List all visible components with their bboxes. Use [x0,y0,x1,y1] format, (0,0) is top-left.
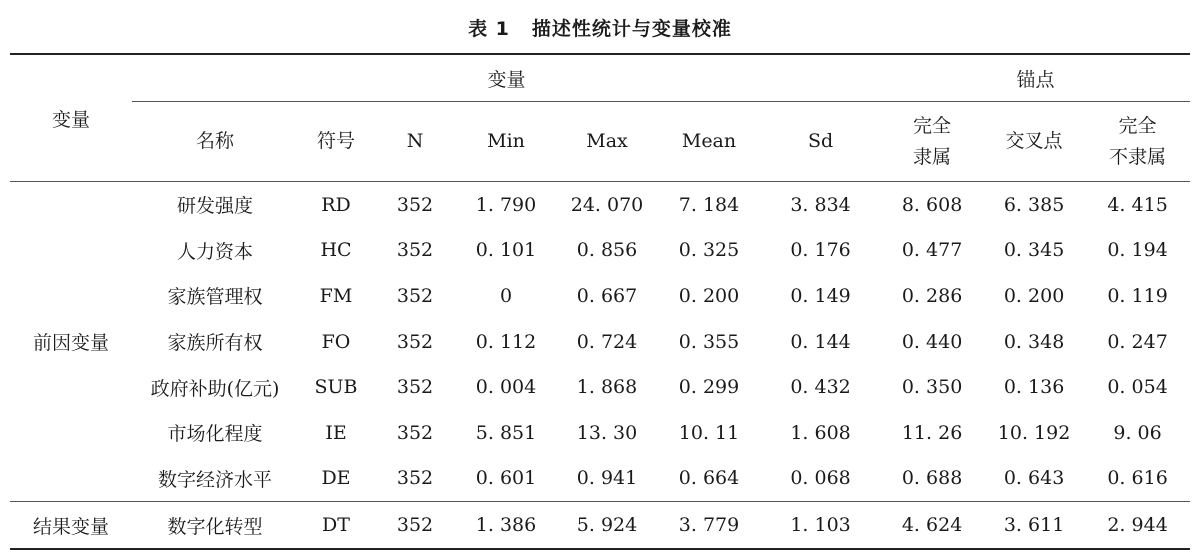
cell-max: 0. 941 [576,467,638,490]
cell-name: 研发强度 [176,195,253,218]
header-symbol: 符号 [298,102,374,182]
table-row [10,273,1190,319]
header-full-non-membership-line1: 完全 [1118,114,1157,137]
cell-name: 政府补助(亿元) [150,377,280,400]
cell-crossover: 10. 192 [997,421,1071,444]
group-label-outcome: 结果变量 [10,502,132,550]
cell-full-membership: 4. 624 [881,502,983,550]
cell-full-non-membership: 0. 054 [1107,376,1168,399]
cell-full-non-membership: 4. 415 [1107,193,1168,216]
cell-name: 家族所有权 [167,332,263,355]
cell-symbol: DE [321,467,351,490]
table-row-outcome [10,502,1190,550]
cell-min: 0. 101 [475,239,537,262]
header-name: 名称 [132,102,298,182]
table-number: 表 1 [468,18,510,40]
cell-symbol: FM [319,284,353,307]
cell-n: 352 [396,376,434,399]
table-row [10,410,1190,456]
cell-sd: 0. 432 [790,376,851,399]
cell-min: 1. 790 [475,193,537,216]
cell-sd: 0. 149 [790,284,851,307]
cell-full-non-membership: 9. 06 [1113,421,1162,444]
cell-name: 数字化转型 [132,502,298,550]
header-full-membership-line2: 隶属 [913,145,952,168]
header-full-membership-line1: 完全 [913,114,952,137]
cell-n: 352 [396,239,434,262]
cell-max: 0. 724 [576,330,638,353]
cell-sd: 0. 176 [790,239,851,262]
cell-mean: 0. 325 [678,239,740,262]
cell-mean: 0. 299 [678,376,740,399]
table-row [10,364,1190,410]
header-variable-group: 变量 [10,54,132,182]
cell-crossover: 0. 136 [1003,376,1065,399]
cell-full-membership: 0. 688 [901,467,963,490]
cell-name: 人力资本 [176,240,253,263]
cell-mean: 0. 200 [678,284,740,307]
cell-max: 0. 856 [576,239,638,262]
cell-n: 352 [396,330,434,353]
table-caption: 描述性统计与变量校准 [531,18,732,40]
cell-mean: 7. 184 [678,193,740,216]
cell-full-non-membership: 0. 194 [1107,239,1168,262]
cell-n: 352 [374,502,456,550]
cell-crossover: 0. 348 [1003,330,1065,353]
cell-name: 家族管理权 [167,286,263,309]
header-mean: Mean [658,102,760,182]
cell-name: 市场化程度 [167,423,263,446]
cell-full-non-membership: 0. 247 [1107,330,1168,353]
group-label-antecedent: 前因变量 [32,332,109,355]
cell-crossover: 0. 643 [1003,467,1065,490]
cell-full-membership: 0. 350 [901,376,963,399]
cell-sd: 0. 144 [790,330,851,353]
cell-sd: 1. 103 [760,502,881,550]
header-full-non-membership-line2: 不隶属 [1109,145,1167,168]
descriptive-statistics-table [10,53,1190,550]
cell-full-membership: 11. 26 [901,421,963,444]
cell-min: 0 [499,284,513,307]
cell-max: 0. 667 [576,284,638,307]
header-min: Min [456,102,556,182]
header-full-non-membership [1085,102,1190,182]
cell-min: 5. 851 [475,421,537,444]
cell-crossover: 0. 200 [1003,284,1065,307]
cell-symbol: SUB [314,376,358,399]
header-anchor-span: 锚点 [881,54,1190,102]
cell-n: 352 [396,284,434,307]
cell-max: 24. 070 [570,193,644,216]
cell-max: 5. 924 [556,502,658,550]
header-crossover: 交叉点 [983,102,1085,182]
header-variable-span: 变量 [132,54,881,102]
cell-max: 1. 868 [576,376,638,399]
table-row [10,228,1190,274]
cell-min: 0. 004 [475,376,537,399]
cell-symbol: RD [321,193,351,216]
cell-symbol: DT [298,502,374,550]
cell-crossover: 6. 385 [1003,193,1065,216]
cell-n: 352 [396,467,434,490]
cell-crossover: 0. 345 [1003,239,1065,262]
cell-full-membership: 0. 440 [901,330,963,353]
cell-sd: 0. 068 [790,467,851,490]
cell-full-membership: 8. 608 [901,193,963,216]
cell-full-non-membership: 0. 616 [1107,467,1168,490]
cell-full-membership: 0. 477 [901,239,963,262]
cell-full-non-membership: 2. 944 [1085,502,1190,550]
cell-mean: 3. 779 [658,502,760,550]
cell-min: 0. 112 [475,330,537,353]
table-row [10,456,1190,502]
header-full-membership [881,102,983,182]
cell-sd: 3. 834 [790,193,851,216]
cell-crossover: 3. 611 [983,502,1085,550]
cell-max: 13. 30 [576,421,638,444]
cell-mean: 10. 11 [678,421,740,444]
cell-symbol: FO [321,330,351,353]
cell-sd: 1. 608 [790,421,851,444]
cell-full-non-membership: 0. 119 [1107,284,1168,307]
header-sd: Sd [760,102,881,182]
table-row [10,319,1190,365]
header-n: N [374,102,456,182]
cell-symbol: IE [325,421,347,444]
cell-min: 0. 601 [475,467,537,490]
header-max: Max [556,102,658,182]
table-row [10,182,1190,228]
cell-min: 1. 386 [456,502,556,550]
cell-full-membership: 0. 286 [901,284,963,307]
cell-symbol: HC [320,239,352,262]
table-title [0,14,1200,41]
cell-n: 352 [396,421,434,444]
cell-name: 数字经济水平 [157,468,272,491]
cell-n: 352 [396,193,434,216]
cell-mean: 0. 355 [678,330,740,353]
cell-mean: 0. 664 [678,467,740,490]
